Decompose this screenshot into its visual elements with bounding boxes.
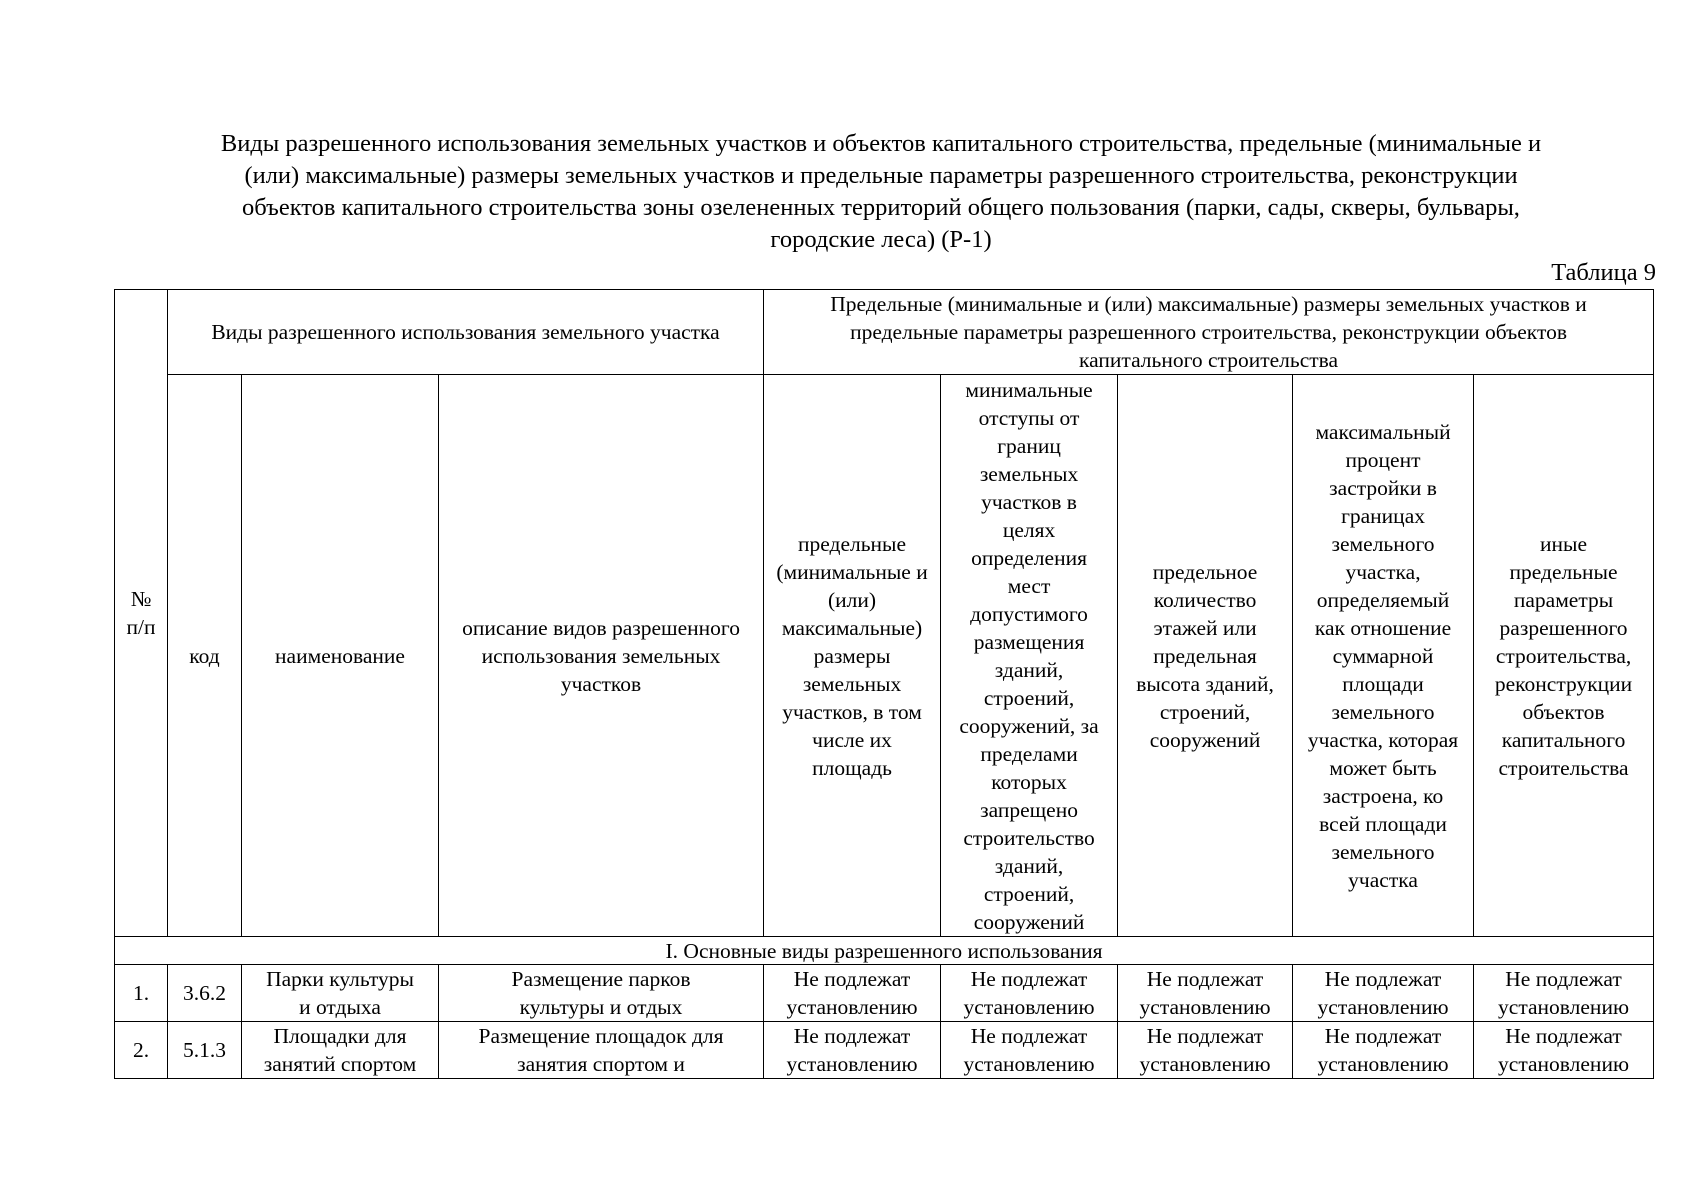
row-other: Не подлежат установлению	[1474, 965, 1654, 1022]
header-description: описание видов разрешенного использования земельных участков	[439, 375, 764, 937]
header-code: код	[168, 375, 242, 937]
header-columns-row	[115, 375, 1654, 937]
row-description: Размещение парков культуры и отдых	[439, 965, 764, 1022]
zoning-table	[114, 289, 1654, 1079]
row-sizes: Не подлежат установлению	[764, 1022, 941, 1079]
row-floors: Не подлежат установлению	[1118, 965, 1293, 1022]
table-row	[115, 1022, 1654, 1079]
row-sizes: Не подлежат установлению	[764, 965, 941, 1022]
header-group-params: Предельные (минимальные и (или) максимальные) размеры земельных участков и предельные параметры разрешенного строительства, реконструкции объектов капитального строительства	[764, 290, 1654, 375]
table-label: Таблица 9	[1551, 259, 1656, 286]
section-title: I. Основные виды разрешенного использования	[115, 937, 1654, 965]
row-description: Размещение площадок для занятия спортом и	[439, 1022, 764, 1079]
header-name: наименование	[242, 375, 439, 937]
document-title	[100, 128, 1662, 256]
header-sizes: предельные (минимальные и (или) максимальные) размеры земельных участков, в том числе их площадь	[764, 375, 941, 937]
row-code: 3.6.2	[168, 965, 242, 1022]
title-line-3: объектов капитального строительства зоны озелененных территорий общего пользования (парки, сады, скверы, бульвары,	[242, 194, 1520, 221]
row-coverage: Не подлежат установлению	[1293, 1022, 1474, 1079]
row-other: Не подлежат установлению	[1474, 1022, 1654, 1079]
row-floors: Не подлежат установлению	[1118, 1022, 1293, 1079]
header-num: № п/п	[115, 290, 168, 937]
row-name: Парки культуры и отдыха	[242, 965, 439, 1022]
header-setbacks: минимальные отступы от границ земельных участков в целях определения мест допустимого размещения зданий, строений, сооружений, за пределами которых запрещено строительство зданий, строений, сооружений	[941, 375, 1118, 937]
title-line-1: Виды разрешенного использования земельных участков и объектов капитального строительства, предельные (минимальные и	[220, 130, 1542, 157]
row-coverage: Не подлежат установлению	[1293, 965, 1474, 1022]
row-num: 1.	[115, 965, 168, 1022]
title-line-2: (или) максимальные) размеры земельных участков и предельные параметры разрешенного строительства, реконструкции	[244, 162, 1518, 189]
header-other: иные предельные параметры разрешенного строительства, реконструкции объектов капитального строительства	[1474, 375, 1654, 937]
header-group-row	[115, 290, 1654, 375]
section-row	[115, 937, 1654, 965]
row-num: 2.	[115, 1022, 168, 1079]
header-coverage: максимальный процент застройки в границах земельного участка, определяемый как отношение суммарной площади земельного участка, которая может быть застроена, ко всей площади земельного участка	[1293, 375, 1474, 937]
row-setbacks: Не подлежат установлению	[941, 1022, 1118, 1079]
row-setbacks: Не подлежат установлению	[941, 965, 1118, 1022]
row-code: 5.1.3	[168, 1022, 242, 1079]
title-line-4: городские леса) (Р-1)	[770, 226, 992, 253]
row-name: Площадки для занятий спортом	[242, 1022, 439, 1079]
header-floors: предельное количество этажей или предельная высота зданий, строений, сооружений	[1118, 375, 1293, 937]
header-group-use: Виды разрешенного использования земельного участка	[168, 290, 764, 375]
table-row	[115, 965, 1654, 1022]
